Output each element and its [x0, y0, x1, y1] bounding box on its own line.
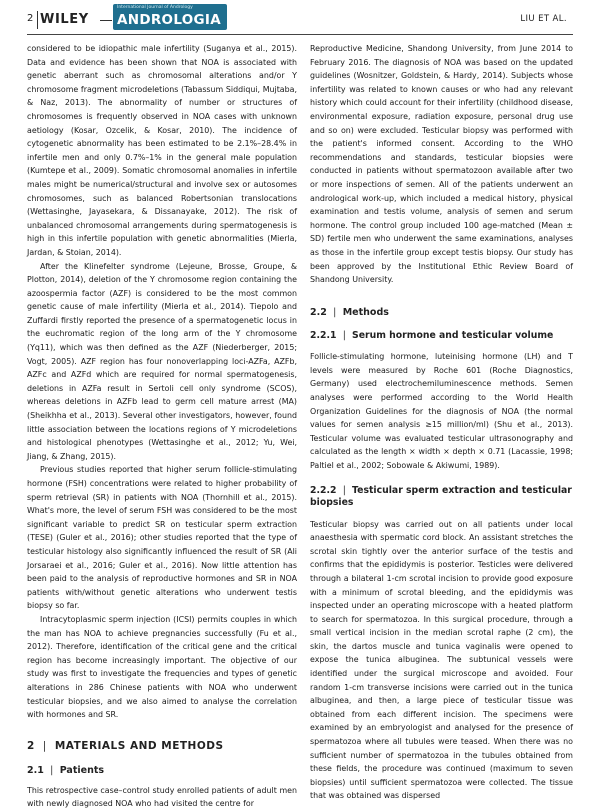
left-column	[27, 42, 297, 811]
paragraph: This retrospective case–control study enrolled patients of adult men with newly diagnosed NOA who had visited the centre for	[27, 785, 297, 809]
subsection-title: Methods	[342, 306, 389, 318]
paragraph: Follicle-stimulating hormone, luteinising hormone (LH) and T levels were measured by Roche 601 (Roche Diagnostics, Germany) used electrochemiluminescence methods. Semen analyses were performed according to the World Health Organization Guidelines for the diagnosis of NOA (the normal values for semen analysis ≥15 million/ml) (Shu et al., 2013). Testicular volume was evaluated testicular ultrasonography and calculated as the length × width × depth × 0.71 (Lacassie, 1998; Paltiel et al., 2002; Sobowale & Akiwumi, 1989).	[310, 352, 573, 470]
paragraph: Previous studies reported that higher serum follicle-stimulating hormone (FSH) concentrations were related to higher probability of sperm retrieval (SR) in patients with NOA (Thornhill et al., 2015). What's more, the level of serum FSH was considered to be the most significant variable to predict SR on testicular sperm extraction (TESE) (Guler et al., 2016); other studies reported that the type of testicular histology also significantly influenced the result of SR (Ali Jorsaraei et al., 2016; Guler et al., 2016). Now little attention has been paid to the analysis of reproductive hormones and SR in NOA patients with/without genetic alterations who underwent testis biopsy so far.	[27, 465, 297, 611]
section-number: 2	[27, 739, 35, 752]
subsection-heading-patients: 2.1 | Patients	[27, 764, 105, 776]
page-number: 2	[27, 13, 34, 24]
paragraph: Intracytoplasmic sperm injection (ICSI) permits couples in which the man has NOA to achieve pregnancies successfully (Fu et al., 2012). Therefore, identification of the critical gene and the critical region has become increasingly important. The objective of our study was first to investigate the frequencies and types of genetic alterations in 286 Chinese patients with NOA who underwent testicular biopsies, and we also aimed to analyse the correlation with hormones and SR.	[27, 614, 297, 720]
subsubsection-title: Serum hormone and testicular volume	[352, 329, 554, 341]
paragraph: Reproductive Medicine, Shandong University, from June 2014 to February 2016. The diagnosis of NOA was based on the updated guidelines (Wosnitzer, Goldstein, & Hardy, 2014). Subjects whose infertility was related to known causes or who had any relevant history which could account for their infertility (childhood disease, environmental exposure, radiation exposure, personal drug use and so on) were excluded. Testicular biopsy was performed with the patient's informed consent. According to the WHO recommendations and standards, testicular biopsies were conducted in patients without spermatozoon available after two or more inspections of semen. All of the patients underwent an andrological work-up, which included a medical history, physical examination and testis volume, analysis of semen and serum hormone. The control group included 100 age-matched (Mean ± SD) fertile men who underwent the same examinations, analyses as those in the infertile group except testis biopsy. Our study has been approved by the Institutional Ethic Review Board of Shandong University.	[310, 44, 573, 285]
paragraph: considered to be idiopathic male infertility (Suganya et al., 2015). Data and evidence has been shown that NOA is associated with genetic aberrant such as chromosomal alterations and/or Y chromosome fragment microdeletions (Tabassum Siddiqui, Mujtaba, & Naz, 2013). The abnormality of number or structures of chromosomes is frequently observed in NOA cases with unknown aetiology (Kosar, Ozcelik, & Kosar, 2010). The incidence of cytogenetic abnormality has been estimated to be 2.1%–28.4% in infertile men and only 0.7%–1% in the general male population (Kumtepe et al., 2009). Somatic chromosomal anomalies in infertile males might be numerical/structural and involve sex or autosomes chromosomes, such as balanced Robertsonian translocations (Wettasinghe, Jayasekara, & Dissanayake, 2012). The risk of unbalanced chromosomal arrangements during spermatogenesis is high in this infertile population with genetic abnormalities (Mierla, Jardan, & Stoian, 2014).	[27, 44, 297, 257]
journal-logo-tagline: International Journal of Andrology	[117, 5, 193, 10]
page-number-divider	[37, 11, 38, 29]
section-title: MATERIALS AND METHODS	[54, 739, 224, 752]
subsubsection-heading-testicular-sperm: 2.2.2 | Testicular sperm extraction and testicular biopsies	[310, 484, 572, 509]
header-rule	[27, 34, 573, 35]
section-heading-materials-methods: 2 | MATERIALS AND METHODS	[27, 739, 224, 752]
paragraph: After the Klinefelter syndrome (Lejeune, Brosse, Groupe, & Plotton, 2014), deletion of the Y chromosome region containing the azoospermia factor (AZF) is considered to be the most common genetic cause of male infertility (Mierla et al., 2014). Tiepolo and Zuffardi firstly reported the presence of a spermatogenetic locus in the euchromatic region of the long arm of the Y chromosome (Yq11), which was then defined as the AZF (Niederberger, 2015; Vogt, 2005). AZF region has four nonoverlapping loci-AZFa, AZFb, AZFc and AZFd which are required for normal spermatogenesis, deletions in AZFa result in Sertoli cell only syndrome (SCOS), whereas deletions in AZFb lead to germ cell mature arrest (MA) (Sheikhha et al., 2013). Several other investigators, however, found little association between the locations regions of Y microdeletions and histological phenotypes (Wettasinghe et al., 2012; Yu, Wei, Jiang, & Zhang, 2015).	[27, 261, 297, 461]
journal-logo-name: ANDROLOGIA	[117, 12, 221, 28]
subsubsection-number: 2.2.1	[310, 329, 337, 341]
publisher-logo: WILEY	[40, 12, 89, 27]
subsubsection-number: 2.2.2	[310, 484, 337, 496]
logo-connector	[100, 20, 112, 21]
running-head: LIU ET AL.	[520, 14, 567, 24]
subsection-number: 2.2	[310, 306, 327, 318]
subsection-heading-methods: 2.2 | Methods	[310, 306, 389, 318]
right-column	[310, 42, 573, 803]
subsection-number: 2.1	[27, 764, 44, 776]
subsubsection-heading-serum-hormone: 2.2.1 | Serum hormone and testicular volume	[310, 329, 554, 341]
paragraph: Testicular biopsy was carried out on all patients under local anaesthesia with spermatic cord block. An assistant stretches the scrotal skin tightly over the anterior surface of the testis and confirms that the epididymis is posterior. Testicles were delivered through a bilateral 1-cm scrotal incision to provide good exposure with a minimum of scrotal bleeding, and the epididymis was inspected under an operating microscope with a heated platform to search for spermatozoa. In this surgical procedure, through a small vertical incision in the median scrotal raphe (2 cm), the skin, the dartos muscle and tunica vaginalis were opened to expose the tunica albuginea. The subtunical vessels were identified under the surgical microscope and avoided. Four random 1-cm transverse incisions were carried out in the tunica albuginea, and then, a large piece of testicular tissue was obtained from each different incision. The specimens were examined by an embryologist and analysed for the presence of spermatozoa where all tubules were teased. When there was no sufficient number of spermatozoa in the tubules obtained from these fields, the procedure was continued (maximum to seven biopsies) until sufficient spermatozoa were collected. The tissue that was obtained was dispersed	[310, 519, 573, 801]
subsubsection-title: Testicular sperm extraction and testicular biopsies	[310, 484, 572, 509]
journal-logo	[113, 4, 227, 30]
subsection-title: Patients	[59, 764, 105, 776]
page-header	[0, 0, 601, 40]
